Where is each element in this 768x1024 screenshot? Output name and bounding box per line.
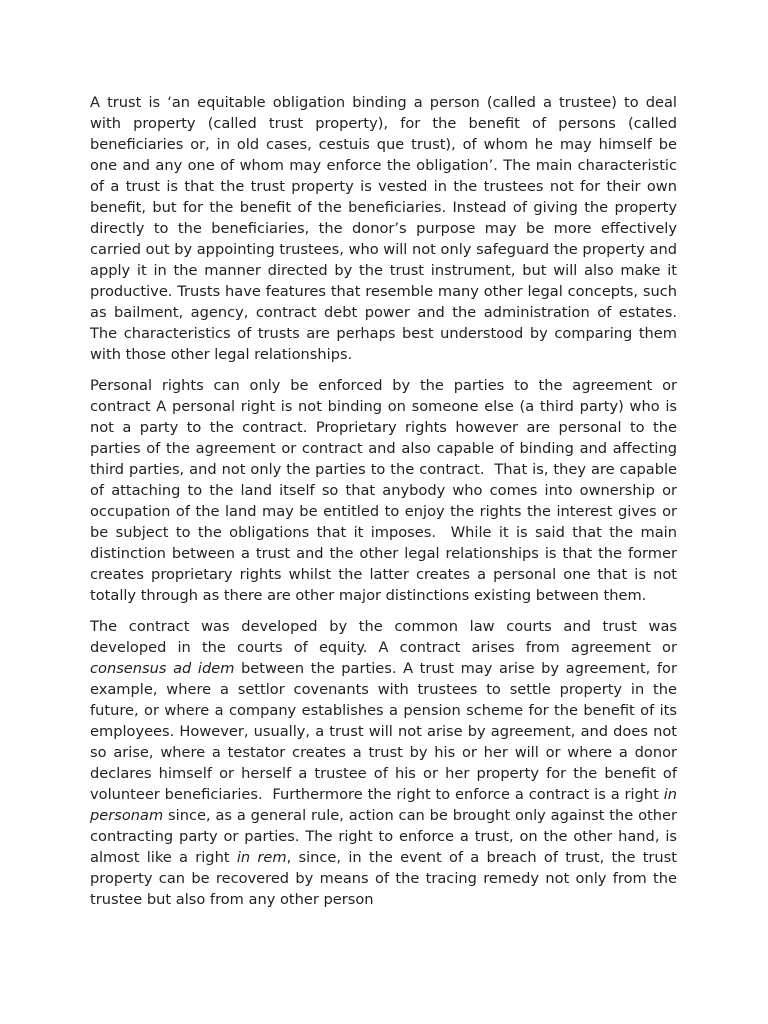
paragraph-contract-vs-trust [90,616,682,910]
text-segment: A trust is ‘an equitable obligation binding a person (called a trustee) to deal with property (called trust property), for the benefit of persons (called beneficiaries or, in old cases, cestuis que trust), of whom he may himself be one and any one of whom may enforce the obligation’. The main characteristic of a trust is that the trust property is vested in the trustees not for their own benefit, but for the benefit of the beneficiaries. Instead of giving the property directly to the beneficiaries, the donor’s purpose may be more effectively carried out by appointing trustees, who will not only safeguard the property and apply it in the manner directed by the trust instrument, but will also make it productive. Trusts have features that resemble many other legal concepts, such as bailment, agency, contract debt power and the administration of estates. The characteristics of trusts are perhaps best understood by comparing them with those other legal relationships. [90,94,682,363]
text-segment: , since, in the event of a breach of trust, the trust property can be recovered by means of the tracing remedy not only from the trustee but also from any other person [90,849,682,908]
italic-term: consensus ad idem [90,660,235,677]
document-page [90,92,682,920]
text-segment: between the parties. A trust may arise by agreement, for example, where a settlor covenants with trustees to settle property in the future, or where a company establishes a pension scheme for the benefit of its employees. However, usually, a trust will not arise by agreement, and does not so arise, where a testator creates a trust by his or her will or where a donor declares himself or herself a trustee of his or her property for the benefit of volunteer beneficiaries. Furthermore the right to enforce a contract is a right [90,660,682,803]
paragraph-personal-rights [90,375,682,606]
italic-term: in personam [90,786,677,824]
text-segment: Personal rights can only be enforced by the parties to the agreement or contract A personal right is not binding on someone else (a third party) who is not a party to the contract. Proprietary rights however are personal to the parties of the agreement or contract and also capable of binding and affecting third parties, and not only the parties to the contract. That is, they are capable of attaching to the land itself so that anybody who comes into ownership or occupation of the land may be entitled to enjoy the rights the interest gives or be subject to the obligations that it imposes. While it is said that the main distinction between a trust and the other legal relationships is that the former creates proprietary rights whilst the latter creates a personal one that is not totally through as there are other major distinctions existing between them. [90,377,682,604]
paragraph-trust-definition [90,92,682,365]
text-segment: since, as a general rule, action can be brought only against the other contracting party or parties. The right to enforce a trust, on the other hand, is almost like a right [90,807,682,866]
italic-term: in rem [236,849,287,866]
text-segment: The contract was developed by the common law courts and trust was developed in the courts of equity. A contract arises from agreement or [90,618,682,656]
